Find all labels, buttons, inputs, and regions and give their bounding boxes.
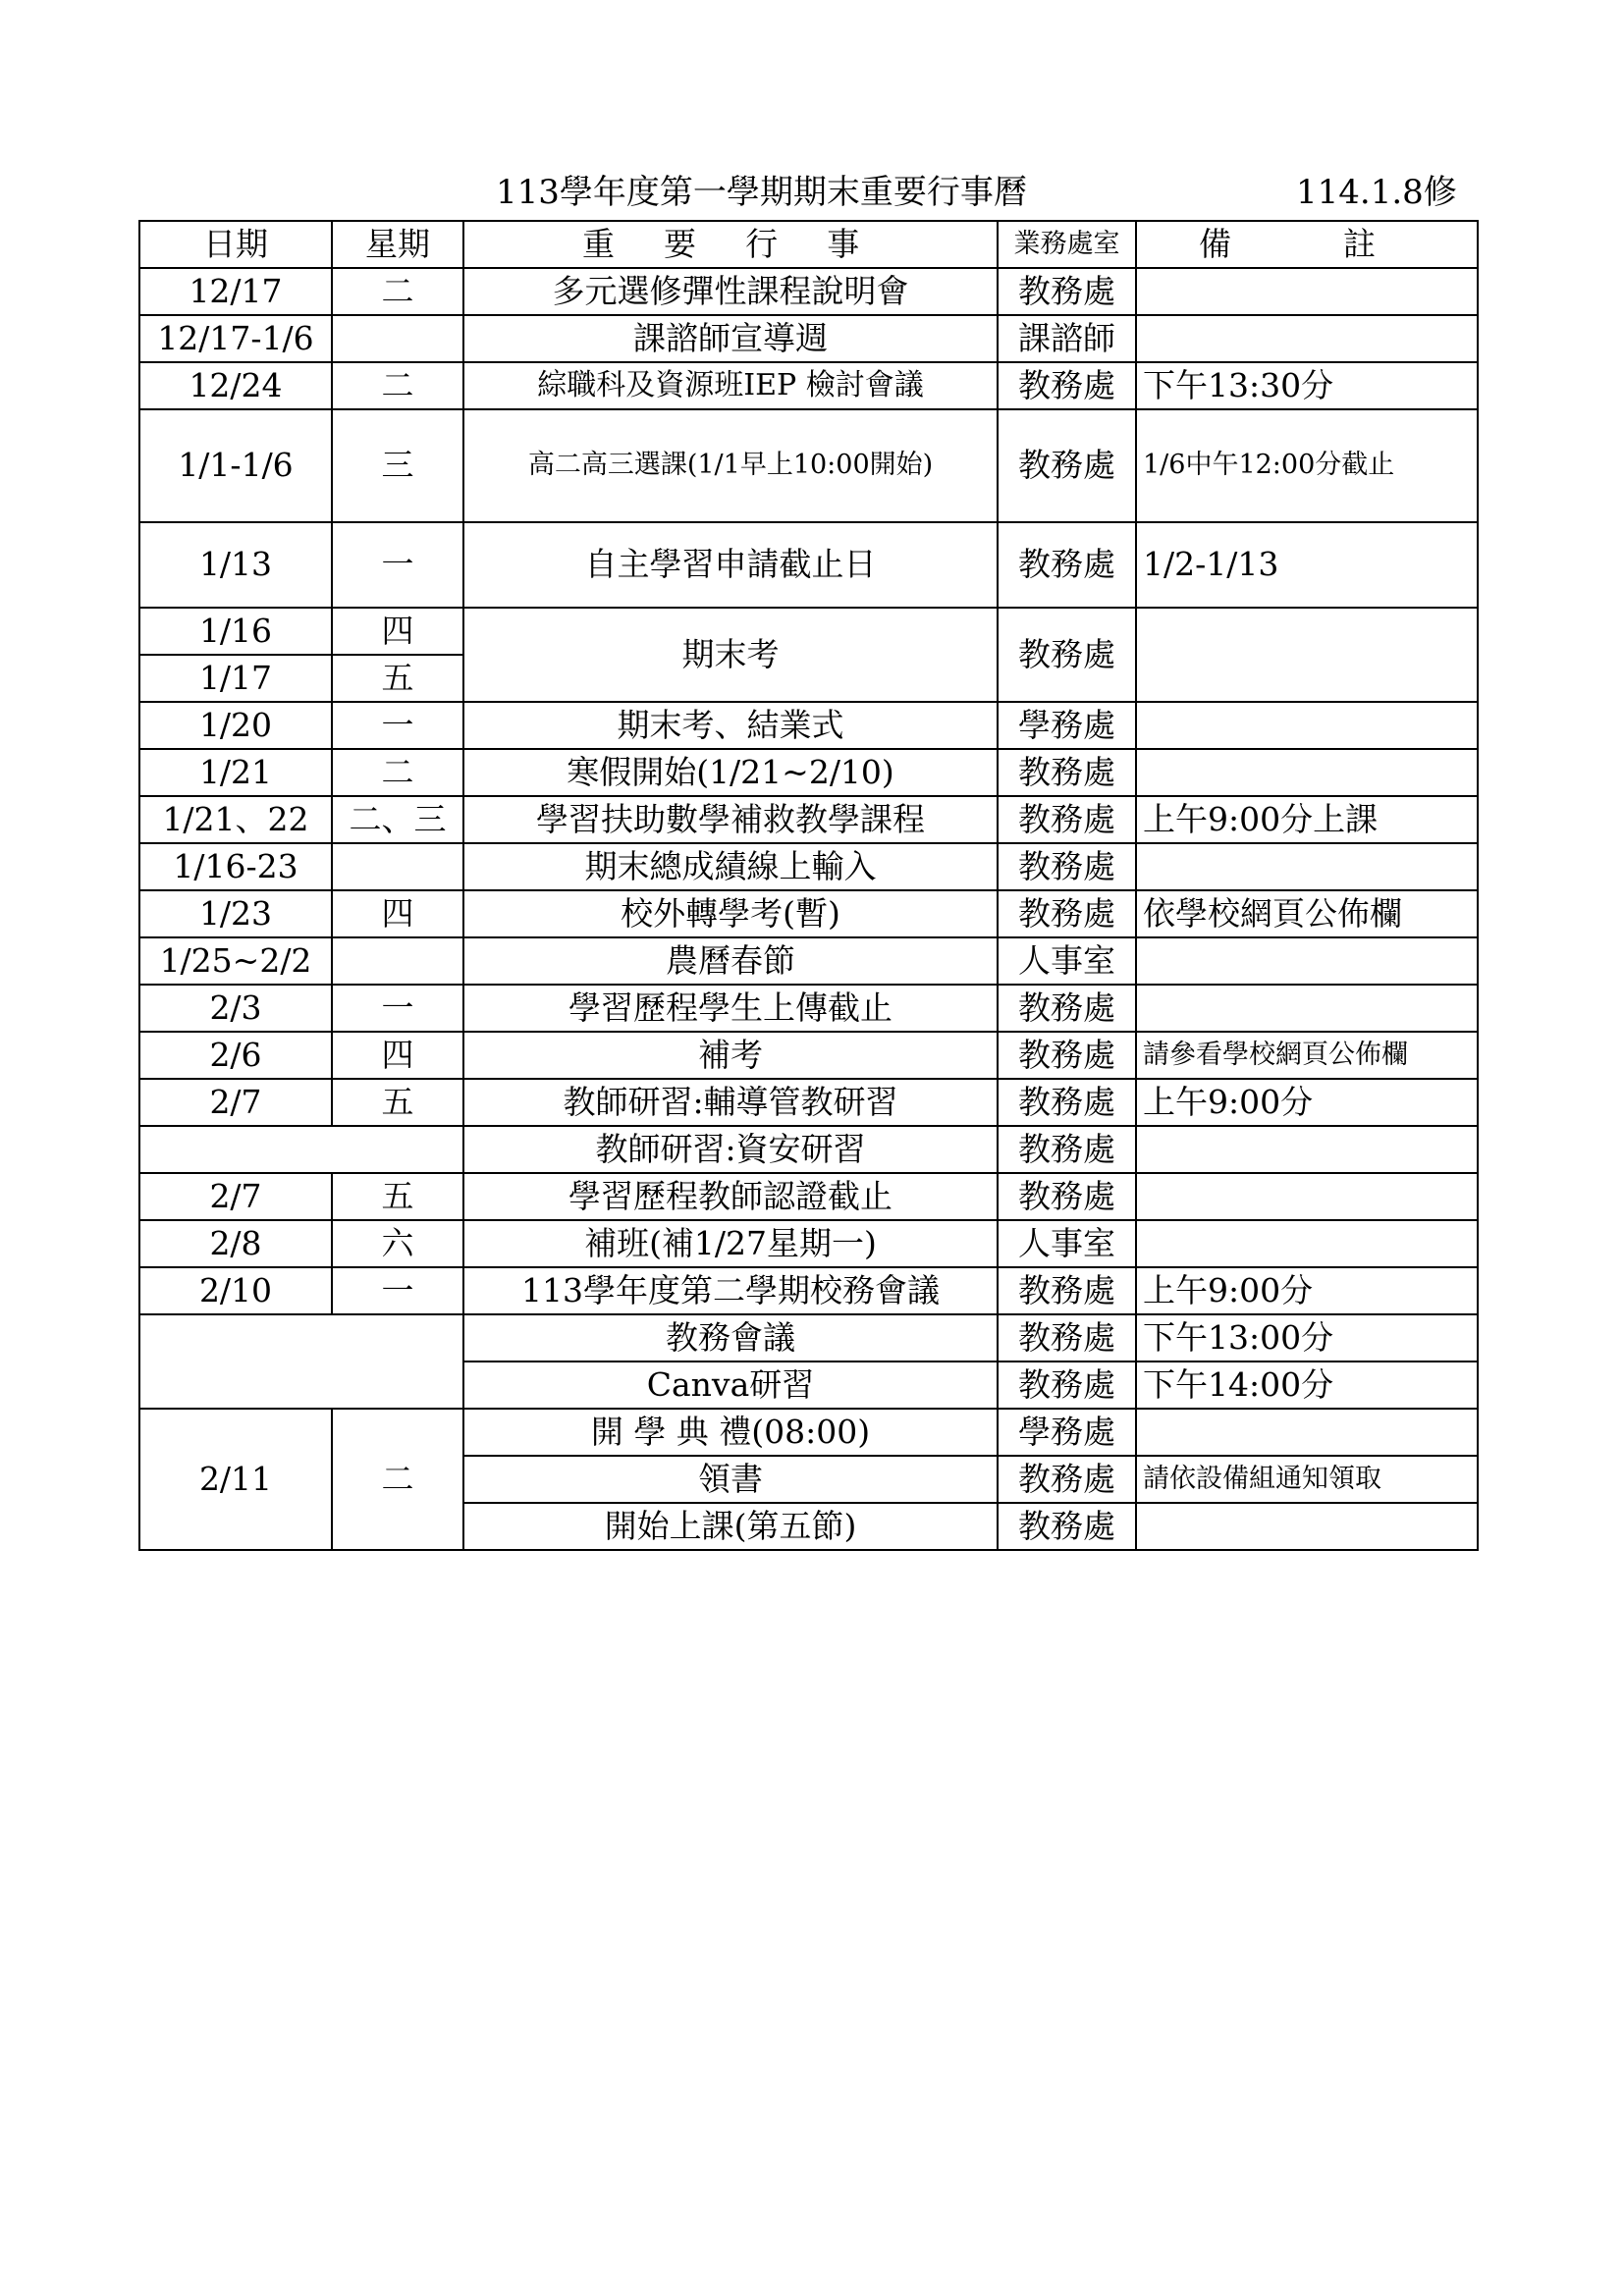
- table-row: [139, 937, 1478, 985]
- table-row: [139, 522, 1478, 608]
- table-row: [139, 843, 1478, 890]
- table-row: [139, 985, 1478, 1032]
- note-cell: 上午9:00分: [1136, 1267, 1478, 1314]
- weekday-cell: [332, 843, 463, 890]
- event-cell: 綜職科及資源班IEP 檢討會議: [463, 362, 998, 409]
- office-cell: 教務處: [998, 608, 1136, 702]
- table-row: [139, 608, 1478, 655]
- office-cell: 教務處: [998, 268, 1136, 315]
- note-cell: [1136, 315, 1478, 362]
- header-note-part-1: 備: [1199, 224, 1231, 263]
- note-cell: 1/2-1/13: [1136, 522, 1478, 608]
- event-cell: 課諮師宣導週: [463, 315, 998, 362]
- table-row: [139, 1314, 1478, 1362]
- event-cell: 學習歷程教師認證截止: [463, 1173, 998, 1220]
- event-cell: Canva研習: [463, 1362, 998, 1409]
- office-cell: 教務處: [998, 1126, 1136, 1173]
- weekday-cell: 六: [332, 1220, 463, 1267]
- office-cell: 教務處: [998, 1362, 1136, 1409]
- event-cell: 校外轉學考(暫): [463, 890, 998, 937]
- date-cell: 12/17-1/6: [139, 315, 332, 362]
- table-row: [139, 890, 1478, 937]
- date-cell: 1/16-23: [139, 843, 332, 890]
- table-row: [139, 1126, 1478, 1173]
- event-cell: 學習歷程學生上傳截止: [463, 985, 998, 1032]
- weekday-cell: [332, 937, 463, 985]
- note-cell: [1136, 985, 1478, 1032]
- note-cell: 下午13:30分: [1136, 362, 1478, 409]
- note-cell: 請參看學校網頁公佈欄: [1136, 1032, 1478, 1079]
- note-cell: 上午9:00分: [1136, 1079, 1478, 1126]
- office-cell: 教務處: [998, 985, 1136, 1032]
- weekday-cell: 四: [332, 890, 463, 937]
- office-cell: 教務處: [998, 522, 1136, 608]
- note-cell: [1136, 1220, 1478, 1267]
- table-row: [139, 362, 1478, 409]
- event-cell: 教師研習:資安研習: [463, 1126, 998, 1173]
- office-cell: 人事室: [998, 1220, 1136, 1267]
- event-cell: 期末考: [463, 608, 998, 702]
- office-cell: 教務處: [998, 1032, 1136, 1079]
- note-cell: 下午13:00分: [1136, 1314, 1478, 1362]
- note-cell: 請依設備組通知領取: [1136, 1456, 1478, 1503]
- event-cell: 教務會議: [463, 1314, 998, 1362]
- note-cell: [1136, 843, 1478, 890]
- table-row: [139, 1409, 1478, 1456]
- date-cell: 12/17: [139, 268, 332, 315]
- weekday-cell: 一: [332, 985, 463, 1032]
- date-cell: 2/11: [139, 1409, 332, 1550]
- note-cell: [1136, 702, 1478, 749]
- weekday-cell: 四: [332, 608, 463, 655]
- header-note-part-2: 註: [1343, 224, 1376, 263]
- weekday-cell: 五: [332, 1079, 463, 1126]
- date-cell: 1/20: [139, 702, 332, 749]
- office-cell: 教務處: [998, 362, 1136, 409]
- header-date: 日期: [139, 221, 332, 268]
- table-row: [139, 1079, 1478, 1126]
- table-row: [139, 409, 1478, 522]
- event-cell: 教師研習:輔導管教研習: [463, 1079, 998, 1126]
- office-cell: 教務處: [998, 1173, 1136, 1220]
- date-cell: [139, 1314, 463, 1409]
- event-cell: 寒假開始(1/21~2/10): [463, 749, 998, 796]
- office-cell: 人事室: [998, 937, 1136, 985]
- office-cell: 課諮師: [998, 315, 1136, 362]
- event-cell: 領書: [463, 1456, 998, 1503]
- office-cell: 教務處: [998, 1079, 1136, 1126]
- event-cell: 多元選修彈性課程說明會: [463, 268, 998, 315]
- weekday-cell: 二: [332, 1409, 463, 1550]
- weekday-cell: 五: [332, 1173, 463, 1220]
- header-weekday: 星期: [332, 221, 463, 268]
- header-event: 重 要 行 事: [463, 221, 998, 268]
- event-cell: 開始上課(第五節): [463, 1503, 998, 1550]
- date-cell: 2/8: [139, 1220, 332, 1267]
- note-cell: 依學校網頁公佈欄: [1136, 890, 1478, 937]
- table-row: [139, 1220, 1478, 1267]
- note-cell: [1136, 608, 1478, 702]
- event-cell: 補考: [463, 1032, 998, 1079]
- header-row: [139, 221, 1478, 268]
- event-cell: 補班(補1/27星期一): [463, 1220, 998, 1267]
- event-cell: 期末總成績線上輸入: [463, 843, 998, 890]
- date-cell: 1/21: [139, 749, 332, 796]
- table-row: [139, 1173, 1478, 1220]
- weekday-cell: 一: [332, 702, 463, 749]
- weekday-cell: 五: [332, 655, 463, 702]
- note-cell: [1136, 268, 1478, 315]
- date-cell: [139, 1126, 463, 1173]
- weekday-cell: [332, 315, 463, 362]
- date-cell: 12/24: [139, 362, 332, 409]
- office-cell: 教務處: [998, 890, 1136, 937]
- office-cell: 教務處: [998, 409, 1136, 522]
- date-cell: 1/23: [139, 890, 332, 937]
- date-cell: 2/3: [139, 985, 332, 1032]
- note-cell: 上午9:00分上課: [1136, 796, 1478, 843]
- event-cell: 開 學 典 禮(08:00): [463, 1409, 998, 1456]
- date-cell: 1/25~2/2: [139, 937, 332, 985]
- header-note: [1136, 221, 1478, 268]
- revision-date: 114.1.8修: [1296, 173, 1457, 212]
- office-cell: 學務處: [998, 702, 1136, 749]
- event-cell: 學習扶助數學補救教學課程: [463, 796, 998, 843]
- table-row: [139, 1032, 1478, 1079]
- note-cell: [1136, 1503, 1478, 1550]
- weekday-cell: 一: [332, 522, 463, 608]
- office-cell: 教務處: [998, 1314, 1136, 1362]
- schedule-table: [138, 220, 1479, 1551]
- table-row: [139, 1267, 1478, 1314]
- date-cell: 1/16: [139, 608, 332, 655]
- office-cell: 教務處: [998, 1267, 1136, 1314]
- weekday-cell: 三: [332, 409, 463, 522]
- office-cell: 教務處: [998, 796, 1136, 843]
- date-cell: 1/1-1/6: [139, 409, 332, 522]
- office-cell: 教務處: [998, 1456, 1136, 1503]
- note-cell: [1136, 1173, 1478, 1220]
- office-cell: 教務處: [998, 843, 1136, 890]
- note-cell: [1136, 749, 1478, 796]
- note-cell: [1136, 937, 1478, 985]
- date-cell: 2/10: [139, 1267, 332, 1314]
- date-cell: 2/6: [139, 1032, 332, 1079]
- header-office: 業務處室: [998, 221, 1136, 268]
- note-cell: 下午14:00分: [1136, 1362, 1478, 1409]
- date-cell: 1/13: [139, 522, 332, 608]
- date-cell: 2/7: [139, 1079, 332, 1126]
- office-cell: 教務處: [998, 749, 1136, 796]
- event-cell: 期末考、結業式: [463, 702, 998, 749]
- table-row: [139, 749, 1478, 796]
- weekday-cell: 一: [332, 1267, 463, 1314]
- date-cell: 2/7: [139, 1173, 332, 1220]
- page-title: 113學年度第一學期期末重要行事曆: [496, 173, 1027, 212]
- table-row: [139, 268, 1478, 315]
- office-cell: 學務處: [998, 1409, 1136, 1456]
- note-cell: 1/6中午12:00分截止: [1136, 409, 1478, 522]
- date-cell: 1/17: [139, 655, 332, 702]
- event-cell: 農曆春節: [463, 937, 998, 985]
- weekday-cell: 二: [332, 268, 463, 315]
- office-cell: 教務處: [998, 1503, 1136, 1550]
- date-cell: 1/21、22: [139, 796, 332, 843]
- note-cell: [1136, 1409, 1478, 1456]
- table-row: [139, 702, 1478, 749]
- event-cell: 高二高三選課(1/1早上10:00開始): [463, 409, 998, 522]
- table-row: [139, 796, 1478, 843]
- table-row: [139, 315, 1478, 362]
- weekday-cell: 二、三: [332, 796, 463, 843]
- event-cell: 113學年度第二學期校務會議: [463, 1267, 998, 1314]
- weekday-cell: 二: [332, 749, 463, 796]
- weekday-cell: 四: [332, 1032, 463, 1079]
- event-cell: 自主學習申請截止日: [463, 522, 998, 608]
- weekday-cell: 二: [332, 362, 463, 409]
- note-cell: [1136, 1126, 1478, 1173]
